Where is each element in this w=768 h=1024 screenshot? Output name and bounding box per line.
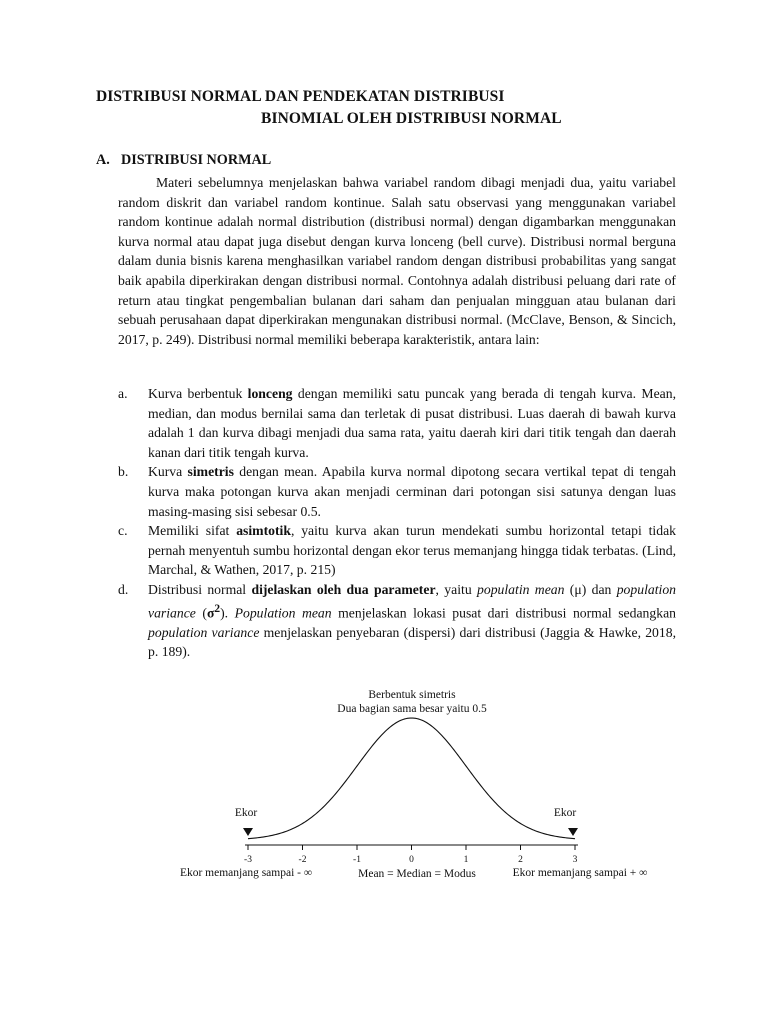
item-bold-term: lonceng [247, 386, 293, 401]
item-italic-term: population variance [148, 581, 677, 621]
item-bold-term: asimtotik [236, 523, 291, 539]
x-axis-ticks [244, 845, 578, 865]
right-tail-label: Ekor [553, 807, 577, 819]
section-number: A. [96, 152, 110, 168]
chart-title-line-2: Dua bagian sama besar yaitu 0.5 [337, 703, 487, 715]
section-heading [96, 152, 271, 169]
item-text: dengan mean. Apabila kurva normal dipotong secara vertikal tepat di tengah kurva maka potongan kurva akan menjadi cerminan dari potongan sisi satunya dengan luas masing-masing sisi sebesar 0.5. [148, 464, 677, 519]
chart-title-line-1: Berbentuk simetris [368, 689, 456, 701]
list-item [118, 384, 676, 462]
x-tick-label: -2 [298, 855, 307, 865]
bell-curve [248, 718, 575, 839]
item-italic-term: Population mean [234, 605, 332, 621]
center-caption: Mean = Median = Modus [358, 868, 476, 880]
sigma-exponent: 2 [214, 602, 221, 615]
list-marker: a. [118, 386, 128, 401]
item-text: menjelaskan penyebaran (dispersi) dari distribusi (Jaggia & Hawke, 2018, p. 189). [148, 624, 677, 660]
list-marker: c. [118, 523, 128, 539]
list-item [118, 462, 676, 521]
list-item [118, 521, 676, 580]
item-italic-term: populatin mean [477, 581, 565, 597]
section-title: DISTRIBUSI NORMAL [121, 152, 272, 168]
item-text: Memiliki sifat [148, 523, 237, 539]
item-italic-term: population variance [148, 624, 260, 640]
item-text: , yaitu [435, 581, 477, 597]
item-text: Kurva [148, 464, 188, 480]
list-marker: d. [118, 581, 129, 597]
sigma-symbol: σ [206, 605, 215, 621]
right-tail-arrow [568, 828, 578, 836]
left-tail-label: Ekor [234, 807, 258, 819]
left-caption: Ekor memanjang sampai - ∞ [179, 867, 313, 879]
normal-distribution-chart [150, 680, 670, 890]
list-marker: b. [118, 464, 129, 480]
document-title-line-2: BINOMIAL OLEH DISTRIBUSI NORMAL [261, 110, 562, 127]
left-tail-arrow [243, 828, 253, 836]
item-text: ). [220, 605, 235, 621]
document-title-line-1: DISTRIBUSI NORMAL DAN PENDEKATAN DISTRIBUSI [96, 88, 505, 105]
intro-paragraph: Materi sebelumnya menjelaskan bahwa variabel random dibagi menjadi dua, yaitu variabel random diskrit dan variabel random kontinue. Salah satu observasi yang menggunakan variabel random kontinue adalah normal distribution (distribusi normal) dengan digambarkan menggunakan kurva normal atau dapat juga disebut dengan kurva lonceng (bell curve). Distribusi normal berguna dalam dunia bisnis karena menghasilkan variabel random dengan distribusi probabilitas yang sangat baik apabila diperkirakan dengan distribusi normal. Contohnya adalah distribusi peluang dari rate of return atau tingkat pengembalian bulanan dari saham dan penjualan mingguan atau bulanan dari sebuah perusahaan dapat diperkirakan mengunakan distribusi normal. (McClave, Benson, & Sincich, 2017, p. 249). Distribusi normal memiliki beberapa karakteristik, antara lain: [118, 175, 676, 347]
item-text: Kurva berbentuk [148, 386, 248, 401]
item-text: ( [195, 605, 207, 621]
x-tick-label: -1 [353, 855, 361, 865]
item-text: menjelaskan lokasi pusat dari distribusi normal sedangkan [331, 605, 676, 621]
item-text: , yaitu kurva akan turun mendekati sumbu horizontal tetapi tidak pernah menyentuh sumbu horizontal dengan ekor terus memanjang hingga tidak terbatas. (Lind, Marchal, & Wathen, 2017, p. 215) [148, 523, 676, 578]
characteristics-list [118, 384, 676, 662]
x-tick-label: 2 [518, 855, 523, 865]
x-tick-label: 1 [463, 855, 469, 865]
item-bold-term: simetris [187, 464, 234, 480]
item-text: dengan memiliki satu puncak yang berada di tengah kurva. Mean, median, dan modus bernilai sama dan terletak di pusat distribusi. Luas daerah di bawah kurva adalah 1 dan kurva dibagi menjadi dua sama rata, yaitu daerah kiri dari titik tengah dan daerah kanan dari titik tengah kurva. [148, 386, 677, 460]
list-item [118, 580, 676, 662]
x-tick-label: 3 [572, 855, 578, 865]
x-tick-label: -3 [244, 855, 252, 865]
item-bold-term: dijelaskan oleh dua parameter [251, 581, 436, 597]
right-caption: Ekor memanjang sampai + ∞ [512, 867, 648, 879]
item-text: (μ) dan [564, 581, 617, 597]
item-text: Distribusi normal [148, 581, 252, 597]
x-tick-label: 0 [409, 855, 414, 865]
